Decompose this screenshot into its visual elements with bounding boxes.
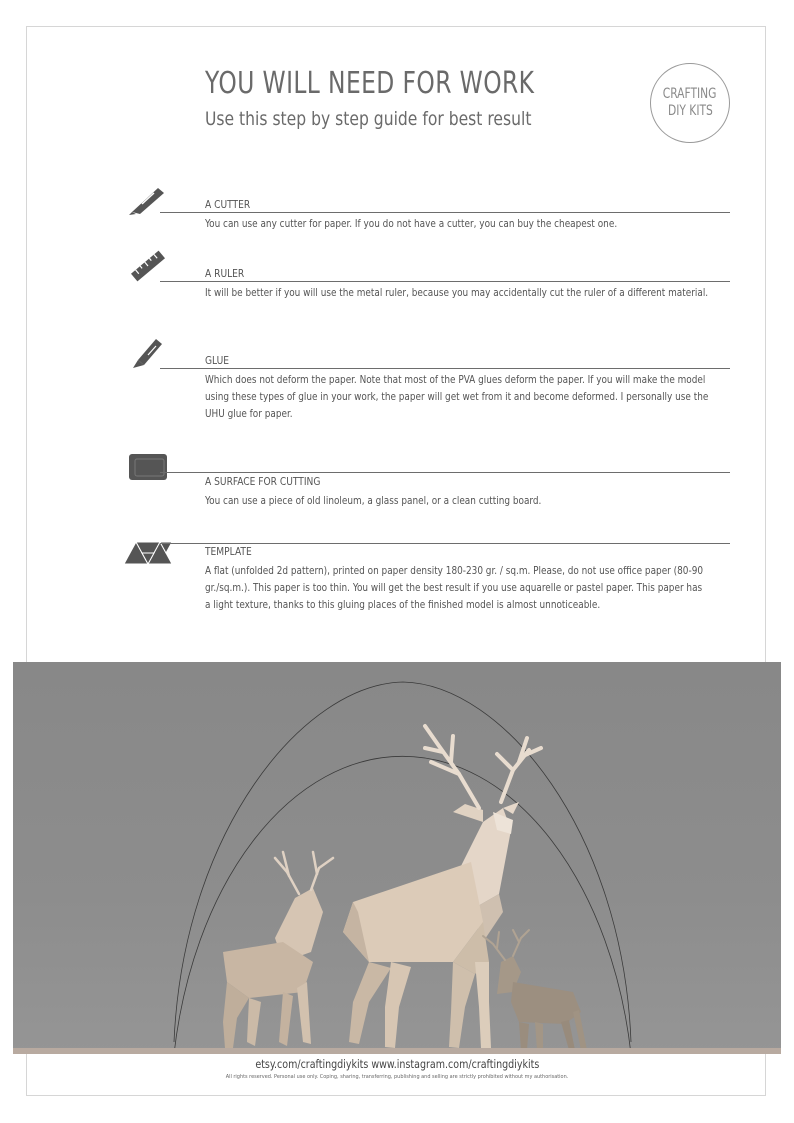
brand-logo	[650, 63, 730, 143]
footer-copyright: All rights reserved. Personal use only. Coping, sharing, transferring, publishing and selling are strictly prohibited without my authorisation.	[225, 1074, 569, 1080]
page-title: YOU WILL NEED FOR WORK	[205, 66, 535, 101]
deer-photo	[13, 662, 781, 1054]
item-divider	[160, 472, 730, 473]
item-description: Which does not deform the paper. Note that most of the PVA glues deform the paper. If you will make the model using these types of glue in your work, the paper will get wet from it and become deformed. I personally use the UHU glue for paper.	[205, 373, 709, 420]
item-description: A flat (unfolded 2d pattern), printed on paper density 180-230 gr. / sq.m. Please, do not use office paper (80-90 gr./sq.m.). This paper is too thin. You will get the best result if you use aquarelle or pastel paper. This paper has a light texture, thanks to this gluing places of the finished model is almost unnoticeable.	[205, 564, 704, 611]
item-title: GLUE	[205, 354, 230, 367]
item-title: A CUTTER	[205, 198, 251, 211]
logo-line-1: CRAFTING	[663, 86, 717, 102]
item-divider	[160, 212, 730, 213]
ruler-icon	[128, 250, 170, 282]
item-divider	[160, 368, 730, 369]
item-divider	[160, 281, 730, 282]
low-poly-deer-illustration	[13, 662, 781, 1054]
item-title: A RULER	[205, 267, 245, 280]
item-description: You can use a piece of old linoleum, a glass panel, or a clean cutting board.	[205, 494, 542, 507]
item-description: It will be better if you will use the metal ruler, because you may accidentally cut the ruler of a different material.	[205, 286, 709, 299]
glue-brush-icon	[128, 336, 170, 368]
photo-floor	[13, 1048, 781, 1054]
page-subtitle: Use this step by step guide for best result	[205, 108, 532, 130]
item-title: A SURFACE FOR CUTTING	[205, 475, 321, 488]
template-icon	[122, 534, 176, 566]
item-title: TEMPLATE	[205, 545, 252, 558]
footer-links-text: etsy.com/craftingdiykits www.instagram.com/craftingdiykits	[255, 1057, 539, 1071]
left-deer	[223, 852, 333, 1048]
cutting-mat-icon	[128, 452, 170, 484]
right-deer	[483, 930, 587, 1050]
footer-links	[0, 1057, 794, 1071]
item-description: You can use any cutter for paper. If you do not have a cutter, you can buy the cheapest one.	[205, 217, 618, 230]
logo-line-2: DIY KITS	[667, 103, 713, 119]
item-divider	[160, 543, 730, 544]
